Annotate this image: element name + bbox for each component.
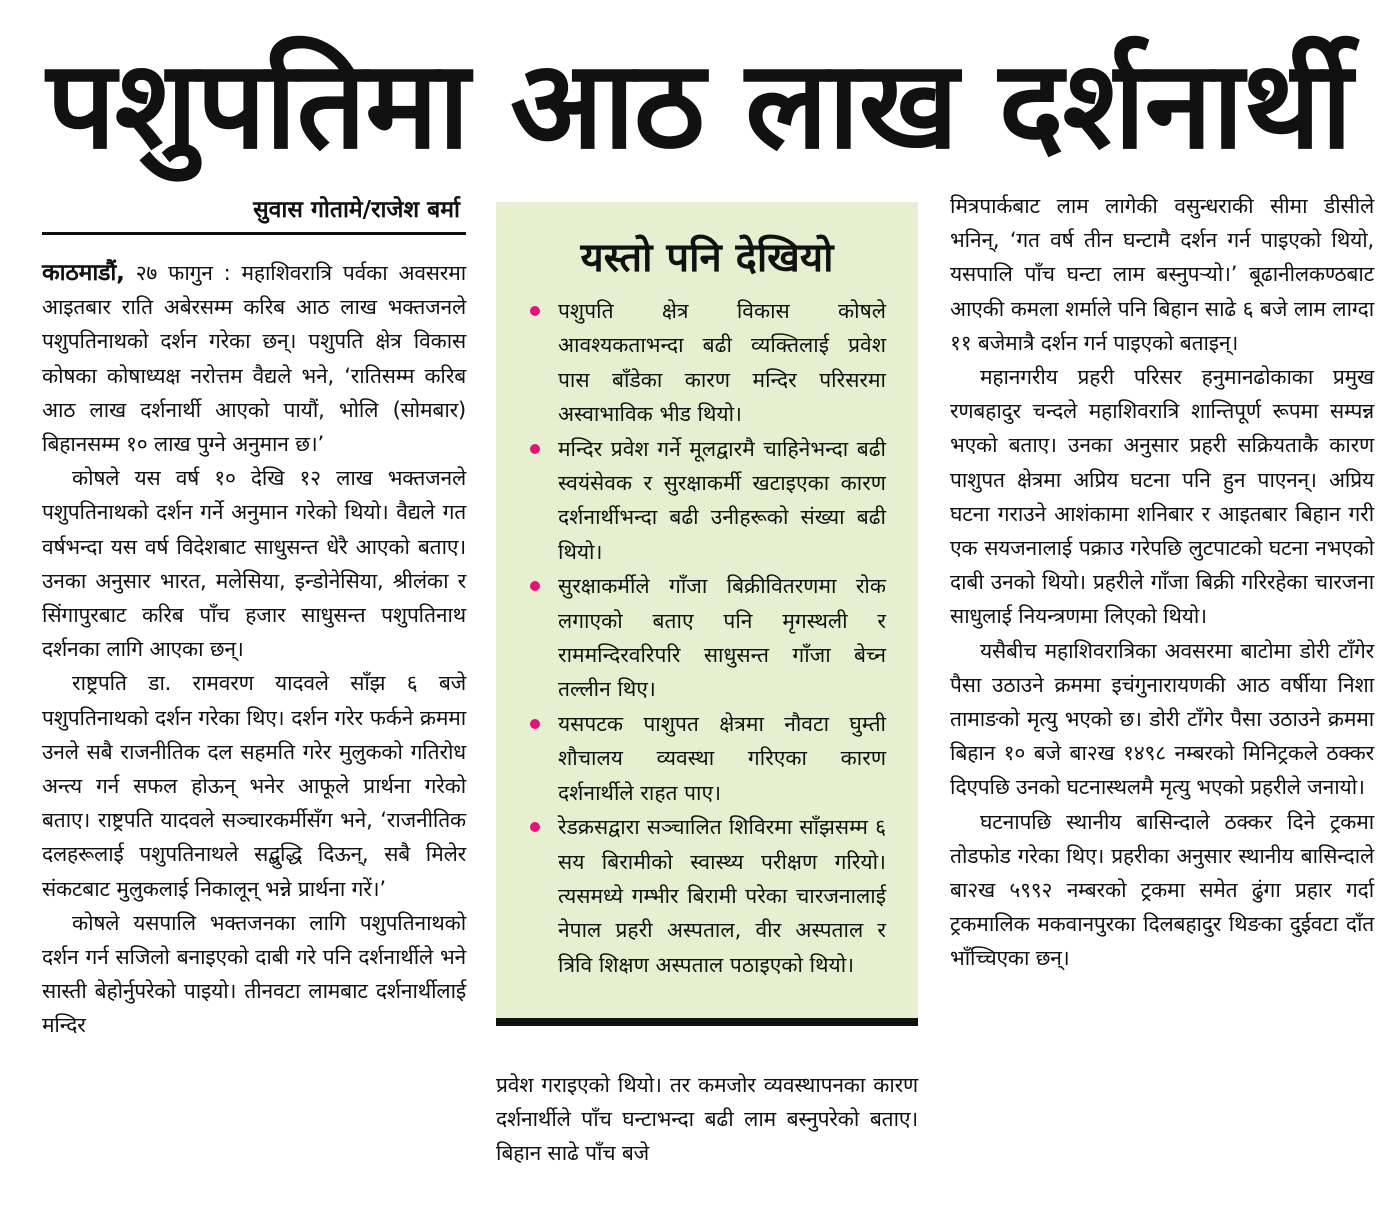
article-column-2-continued <box>496 1068 918 1171</box>
sidebar-box <box>496 202 918 1020</box>
list-item-text: मन्दिर प्रवेश गर्ने मूलद्वारमै चाहिनेभन्दा बढी स्वयंसेवक र सुरक्षाकर्मी खटाइएका कारण दर्शनार्थीभन्दा बढी उनीहरूको संख्या बढी थियो। <box>558 436 886 564</box>
sidebar-list <box>526 294 886 982</box>
paragraph <box>42 256 466 461</box>
paragraph: कोषले यस वर्ष १० देखि १२ लाख भक्तजनले पशुपतिनाथको दर्शन गर्ने अनुमान गरेको थियो। वैद्यले गत वर्षभन्दा यस वर्ष विदेशबाट साधुसन्त धेरै आएको बताए। उनका अनुसार भारत, मलेसिया, इन्डोनेसिया, श्रीलंका र सिंगापुरबाट करिब पाँच हजार साधुसन्त पशुपतिनाथ दर्शनका लागि आएका छन्। <box>42 466 466 662</box>
bullet-icon <box>530 719 540 729</box>
bullet-icon <box>530 306 540 316</box>
article-column-1 <box>42 256 466 1043</box>
dateline: काठमाडौं, <box>42 260 125 286</box>
list-item <box>526 569 886 707</box>
paragraph-text: २७ फागुन : महाशिवरात्रि पर्वका अवसरमा आइतबार राति अबेरसम्म करिब आठ लाख भक्तजनले पशुपतिनाथको दर्शन गरेका छन्। पशुपति क्षेत्र विकास कोषका कोषाध्यक्ष नरोत्तम वैद्यले भने, ‘रातिसम्म करिब आठ लाख दर्शनार्थी आएको पायौं, भोलि (सोमबार) बिहानसम्म १० लाख पुग्ने अनुमान छ।’ <box>42 261 466 457</box>
paragraph: राष्ट्रपति डा. रामवरण यादवले साँझ ६ बजे पशुपतिनाथको दर्शन गरेका थिए। दर्शन गरेर फर्कने क्रममा उनले सबै राजनीतिक दल सहमति गरेर मुलुकको गतिरोध अन्त्य गर्न सफल होऊन् भनेर आफूले प्रार्थना गरेको बताए। राष्ट्रपति यादवले सञ्चारकर्मीसँग भने, ‘राजनीतिक दलहरूलाई पशुपतिनाथले सद्बुद्धि दिऊन्, सबै मिलेर संकटबाट मुलुकलाई निकालून् भन्ने प्रार्थना गरें।’ <box>42 671 466 901</box>
list-item-text: यसपटक पाशुपत क्षेत्रमा नौवटा घुम्ती शौचालय व्यवस्था गरिएका कारण दर्शनार्थीले राहत पाए। <box>558 711 886 805</box>
paragraph: महानगरीय प्रहरी परिसर हनुमानढोकाका प्रमुख रणबहादुर चन्दले महाशिवरात्रि शान्तिपूर्ण रूपमा सम्पन्न भएको बताए। उनका अनुसार प्रहरी सक्रियताकै कारण पाशुपत क्षेत्रमा अप्रिय घटना पनि हुन पाएनन्। अप्रिय घटना गराउने आशंकामा शनिबार र आइतबार बिहान गरी एक सयजनालाई पक्राउ गरेपछि लुटपाटको घटना नभएको दाबी उनको थियो। प्रहरीले गाँजा बिक्री गरिरहेका चारजना साधुलाई नियन्त्रणमा लिएको थियो। <box>950 365 1374 629</box>
byline-divider <box>42 232 466 235</box>
paragraph: कोषले यसपालि भक्तजनका लागि पशुपतिनाथको दर्शन गर्न सजिलो बनाइएको दाबी गरे पनि दर्शनार्थीले भने सास्ती बेहोर्नुपरेको पाइयो। तीनवटा लामबाट दर्शनार्थीलाई मन्दिर <box>42 910 466 1038</box>
sidebar-title: यस्तो पनि देखियो <box>580 235 834 281</box>
paragraph: प्रवेश गराइएको थियो। तर कमजोर व्यवस्थापनका कारण दर्शनार्थीले पाँच घन्टाभन्दा बढी लाम बस्नुपरेको बताए। बिहान साढे पाँच बजे <box>496 1073 918 1166</box>
list-item <box>526 432 886 570</box>
list-item-text: पशुपति क्षेत्र विकास कोषले आवश्यकताभन्दा बढी व्यक्तिलाई प्रवेश पास बाँडेका कारण मन्दिर परिसरमा अस्वाभाविक भीड थियो। <box>558 299 886 427</box>
paragraph: यसैबीच महाशिवरात्रिका अवसरमा बाटोमा डोरी टाँगेर पैसा उठाउने क्रममा इचंगुनारायणकी आठ वर्षीया निशा तामाङको मृत्यु भएको छ। डोरी टाँगेर पैसा उठाउने क्रममा बिहान १० बजे बा२ख १४९८ नम्बरको मिनिट्रकले ठक्कर दिएपछि उनको घटनास्थलमै मृत्यु भएको प्रहरीले जनायो। <box>950 638 1374 800</box>
sidebar-bottom-rule <box>496 1018 918 1026</box>
paragraph: मित्रपार्कबाट लाम लागेकी वसुन्धराकी सीमा डीसीले भनिन्, ‘गत वर्ष तीन घन्टामै दर्शन गर्न पाइएको थियो, यसपालि पाँच घन्टा लाम बस्नुपर्‍यो।’ बूढानीलकण्ठबाट आएकी कमला शर्माले पनि बिहान साढे ६ बजे लाम लाग्दा ११ बजेमात्रै दर्शन गर्न पाइएको बताइन्। <box>950 194 1374 355</box>
bullet-icon <box>530 822 540 832</box>
bullet-icon <box>530 444 540 454</box>
list-item-text: सुरक्षाकर्मीले गाँजा बिक्रीवितरणमा रोक लगाएको बताए पनि मृगस्थली र राममन्दिरवरिपरि साधुसन्त गाँजा बेच्न तल्लीन थिए। <box>558 574 886 702</box>
paragraph: घटनापछि स्थानीय बासिन्दाले ठक्कर दिने ट्रकमा तोडफोड गरेका थिए। प्रहरीका अनुसार स्थानीय बासिन्दाले बा२ख ५९९२ नम्बरको ट्रकमा समेत ढुंगा प्रहार गर्दा ट्रकमालिक मकवानपुरका दिलबहादुर थिङका दुईवटा दाँत भाँच्चिएका छन्। <box>950 809 1374 971</box>
list-item-text: रेडक्रसद्वारा सञ्चालित शिविरमा साँझसम्म ६ सय बिरामीको स्वास्थ्य परीक्षण गरियो। त्यसमध्ये गम्भीर बिरामी परेका चारजनालाई नेपाल प्रहरी अस्पताल, वीर अस्पताल र त्रिवि शिक्षण अस्पताल पठाइएको थियो। <box>558 815 886 977</box>
list-item <box>526 810 886 982</box>
headline: पशुपतिमा आठ लाख दर्शनार्थी <box>46 34 1352 176</box>
list-item <box>526 294 886 432</box>
list-item <box>526 707 886 810</box>
bullet-icon <box>530 581 540 591</box>
byline: सुवास गोतामे/राजेश बर्मा <box>253 197 460 223</box>
article-column-3 <box>950 189 1374 976</box>
